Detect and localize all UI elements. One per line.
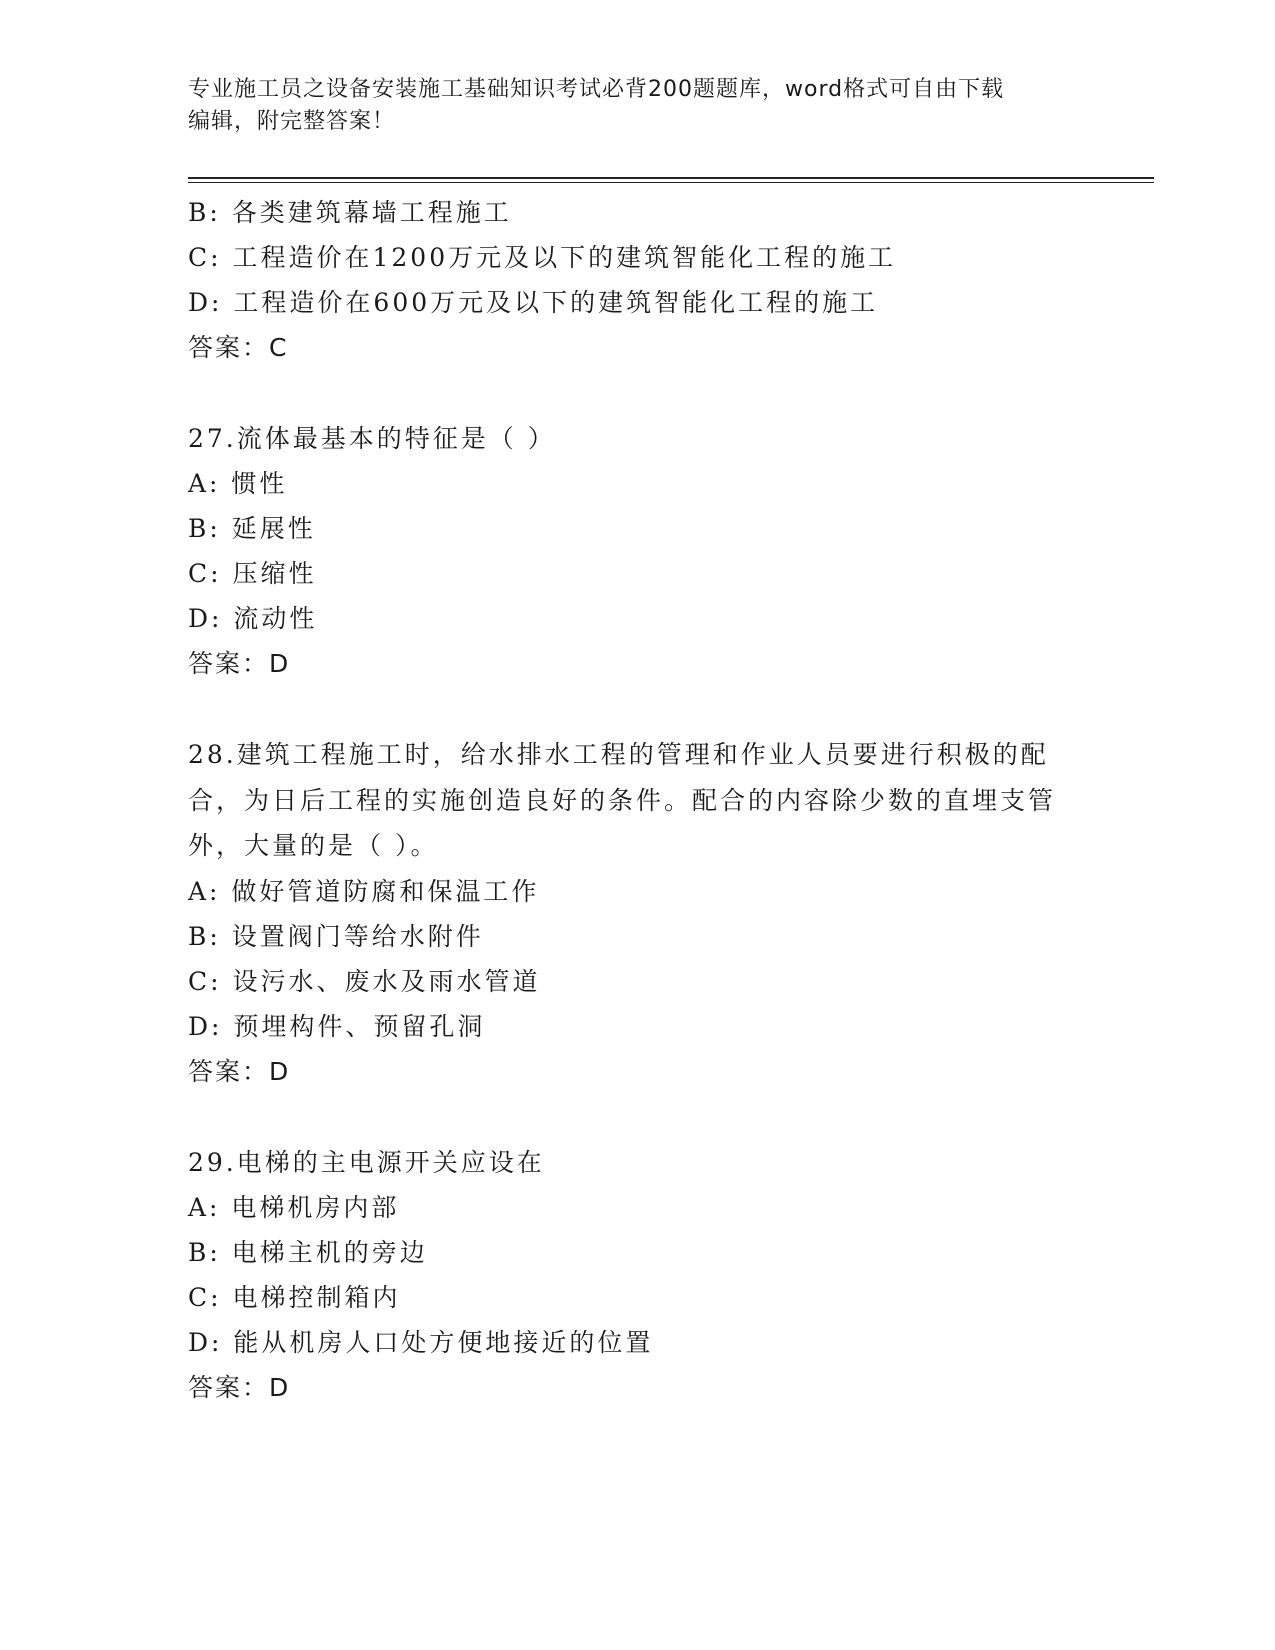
document-header [188, 74, 1088, 138]
option-d: D: 能从机房人口处方便地接近的位置 [188, 1327, 654, 1357]
option-a: A: 做好管道防腐和保温工作 [188, 876, 540, 906]
question-list [188, 190, 1088, 1410]
question-stem: 27.流体最基本的特征是（ ） [188, 424, 556, 453]
question-stem: 28.建筑工程施工时，给水排水工程的管理和作业人员要进行积极的配合，为日后工程的实施创造良好的条件。配合的内容除少数的直埋支管外，大量的是（ ）。 [188, 740, 1057, 860]
answer: 答案：D [188, 649, 291, 678]
header-line-2: 编辑，附完整答案！ [188, 109, 396, 134]
answer: 答案：C [188, 333, 289, 362]
option-a: A: 惯性 [188, 469, 288, 498]
option-c: C: 电梯控制箱内 [188, 1282, 401, 1312]
option-d: D: 流动性 [188, 604, 318, 633]
answer: 答案：D [188, 1056, 291, 1086]
option-d: D: 预埋构件、预留孔洞 [188, 1011, 486, 1041]
option-c: C: 工程造价在1200万元及以下的建筑智能化工程的施工 [188, 243, 897, 272]
header-line-1: 专业施工员之设备安装施工基础知识考试必背200题题库，word格式可自由下载 [188, 77, 1005, 102]
answer: 答案：D [188, 1372, 291, 1402]
option-c: C: 压缩性 [188, 559, 317, 588]
option-a: A: 电梯机房内部 [188, 1192, 400, 1222]
question-stem: 29.电梯的主电源开关应设在 [188, 1147, 545, 1177]
spacer [188, 1094, 1088, 1140]
question-26-continued [188, 190, 1088, 370]
option-c: C: 设污水、废水及雨水管道 [188, 966, 541, 996]
option-b: B: 设置阀门等给水附件 [188, 921, 484, 951]
spacer [188, 686, 1088, 732]
spacer [188, 370, 1088, 416]
option-d: D: 工程造价在600万元及以下的建筑智能化工程的施工 [188, 288, 879, 317]
option-b: B: 各类建筑幕墙工程施工 [188, 198, 512, 227]
header-divider-thick [188, 177, 1154, 179]
question-28 [188, 732, 1088, 1094]
header-divider-thin [188, 182, 1154, 183]
question-29 [188, 1140, 1088, 1410]
option-b: B: 电梯主机的旁边 [188, 1237, 428, 1267]
option-b: B: 延展性 [188, 514, 316, 543]
question-27 [188, 416, 1088, 686]
